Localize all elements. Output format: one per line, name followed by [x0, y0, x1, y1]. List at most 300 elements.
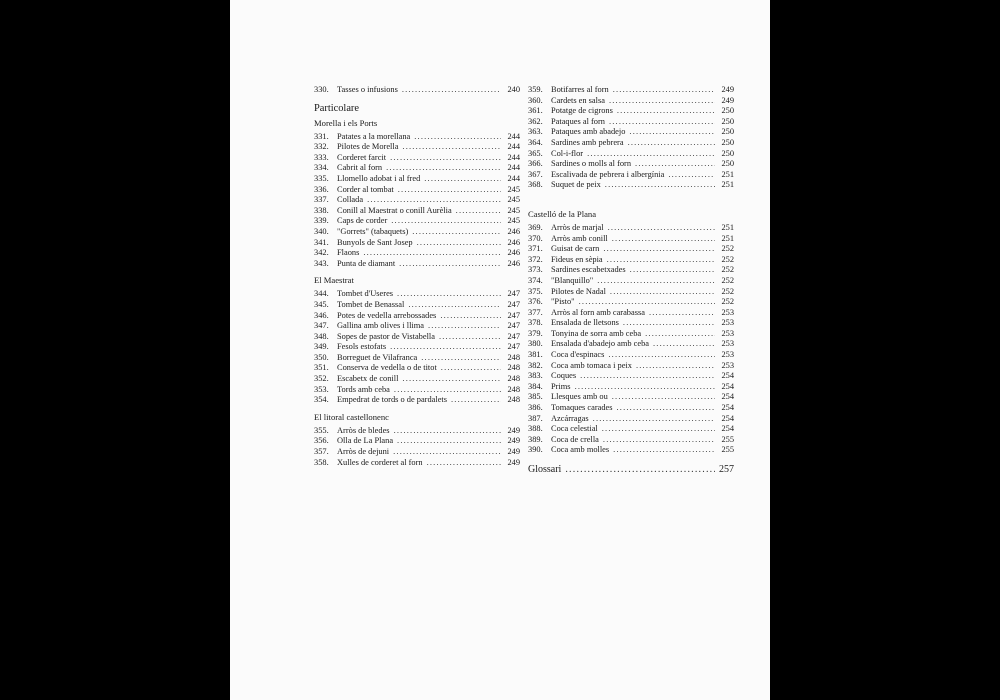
- dot-leader: [451, 395, 501, 406]
- entry-number: 381.: [528, 350, 543, 360]
- entry-page: 245: [507, 195, 520, 205]
- entry-title: Prims: [551, 381, 571, 391]
- entry-number: 345.: [314, 299, 329, 309]
- entry-page: 248: [507, 384, 520, 394]
- toc-entry: [314, 195, 520, 206]
- section-title: Particolare: [314, 102, 360, 114]
- toc-entry: [314, 85, 520, 96]
- entry-number: 375.: [528, 286, 543, 296]
- entry-number: 362.: [528, 116, 543, 126]
- entry-number: 353.: [314, 384, 329, 394]
- entry-title: Borreguet de Vilafranca: [337, 352, 418, 362]
- entry-page: 249: [507, 457, 520, 467]
- entry-number: 369.: [528, 222, 543, 232]
- entry-number: 363.: [528, 127, 543, 137]
- entry-page: 246: [507, 237, 520, 247]
- entry-number: 368.: [528, 180, 543, 190]
- dot-leader: [603, 435, 715, 446]
- toc-entry: [528, 318, 734, 329]
- dot-leader: [580, 371, 715, 382]
- dot-leader: [414, 132, 501, 143]
- entry-number: 337.: [314, 195, 329, 205]
- entry-page: 253: [721, 360, 734, 370]
- dot-leader: [593, 414, 715, 425]
- group-heading: El Maestrat: [314, 275, 354, 286]
- entry-title: Olla de La Plana: [337, 436, 394, 446]
- glossary-title: Glossari: [528, 464, 562, 475]
- entry-title: Tasses o infusions: [337, 85, 398, 94]
- toc-entry: [314, 363, 520, 374]
- left-groups: [314, 118, 520, 469]
- dot-leader: [605, 180, 715, 191]
- entry-page: 252: [721, 254, 734, 264]
- entry-page: 254: [721, 392, 734, 402]
- entry-page: 249: [507, 436, 520, 446]
- entry-number: 356.: [314, 436, 329, 446]
- toc-entry: [314, 385, 520, 396]
- entry-title: Xulles de corderet al forn: [337, 457, 423, 467]
- entry-title: Conserva de vedella o de titot: [337, 363, 437, 373]
- entry-title: Arròs de dejuni: [337, 447, 390, 457]
- entry-number: 335.: [314, 173, 329, 183]
- toc-entry: [314, 289, 520, 300]
- toc-entry: [314, 395, 520, 406]
- toc-entry: [528, 276, 734, 287]
- entry-number: 385.: [528, 392, 543, 402]
- toc-entry: [314, 174, 520, 185]
- entry-page: 254: [721, 371, 734, 381]
- entry-number: 349.: [314, 342, 329, 352]
- toc-entry: [528, 244, 734, 255]
- dot-leader: [398, 185, 501, 196]
- entry-page: 248: [507, 374, 520, 384]
- toc-entry: [314, 132, 520, 143]
- entry-number: 350.: [314, 352, 329, 362]
- entry-page: 251: [721, 233, 734, 243]
- entry-title: Sardines amb pebrera: [551, 137, 624, 147]
- dot-leader: [612, 392, 715, 403]
- entry-number: 333.: [314, 152, 329, 162]
- entry-title: Corder al tombat: [337, 184, 394, 194]
- toc-entry: [314, 206, 520, 217]
- entry-title: Coca amb molles: [551, 445, 610, 455]
- entry-number: 389.: [528, 434, 543, 444]
- dot-leader: [579, 297, 715, 308]
- entry-number: 388.: [528, 424, 543, 434]
- entry-number: 364.: [528, 137, 543, 147]
- entry-number: 330.: [314, 85, 329, 94]
- entry-page: 251: [721, 180, 734, 190]
- toc-entry: [528, 223, 734, 234]
- dot-leader: [390, 342, 501, 353]
- entry-number: 372.: [528, 254, 543, 264]
- entry-page: 247: [507, 331, 520, 341]
- entry-title: Coca d'espinacs: [551, 350, 605, 360]
- dot-leader: [617, 106, 715, 117]
- toc-entry: [314, 185, 520, 196]
- entry-number: 346.: [314, 310, 329, 320]
- toc-entry: [528, 424, 734, 435]
- entry-page: 252: [721, 244, 734, 254]
- entry-number: 383.: [528, 371, 543, 381]
- dot-leader: [363, 248, 501, 259]
- dot-leader: [649, 308, 715, 319]
- right-top-entries: [528, 85, 734, 191]
- dot-leader: [617, 403, 716, 414]
- entry-page: 249: [721, 85, 734, 94]
- entry-title: "Blanquillo": [551, 275, 594, 285]
- toc-entry: [314, 238, 520, 249]
- entry-number: 348.: [314, 331, 329, 341]
- entry-number: 338.: [314, 205, 329, 215]
- dot-leader: [610, 287, 715, 298]
- entry-page: 252: [721, 297, 734, 307]
- dot-leader: [630, 265, 715, 276]
- toc-entry: [314, 163, 520, 174]
- entry-title: Pilotes de Nadal: [551, 286, 606, 296]
- toc-entry: [528, 138, 734, 149]
- entry-title: Fesols estofats: [337, 342, 387, 352]
- dot-leader: [636, 361, 715, 372]
- entry-page: 252: [721, 286, 734, 296]
- entry-title: Coca amb tomaca i peix: [551, 360, 632, 370]
- entry-title: Potatge de cigrons: [551, 106, 613, 116]
- entry-title: Arròs de marjal: [551, 222, 604, 232]
- entry-page: 245: [507, 184, 520, 194]
- entry-page: 250: [721, 106, 734, 116]
- entry-page: 246: [507, 248, 520, 258]
- group-heading: El litoral castellonenc: [314, 411, 389, 422]
- dot-leader: [607, 255, 715, 266]
- entry-title: Coques: [551, 371, 577, 381]
- toc-entry: [314, 216, 520, 227]
- entry-page: 255: [721, 445, 734, 455]
- entry-title: Caps de corder: [337, 216, 388, 226]
- dot-leader: [390, 153, 501, 164]
- entry-title: Llomello adobat i al fred: [337, 173, 421, 183]
- entry-title: Guisat de carn: [551, 244, 600, 254]
- entry-title: Coca de crella: [551, 434, 599, 444]
- entry-title: Botifarres al forn: [551, 85, 609, 94]
- entry-number: 361.: [528, 106, 543, 116]
- toc-entry: [528, 96, 734, 107]
- toc-entry: [528, 127, 734, 138]
- entry-title: Sardines escabetxades: [551, 265, 626, 275]
- entry-page: 244: [507, 173, 520, 183]
- entry-page: 253: [721, 318, 734, 328]
- toc-entry: [528, 159, 734, 170]
- entry-page: 252: [721, 265, 734, 275]
- entry-title: Ensalada de lletsons: [551, 318, 619, 328]
- entry-title: Gallina amb olives i llima: [337, 321, 424, 331]
- entry-title: Suquet de peix: [551, 180, 601, 190]
- dot-leader: [412, 227, 501, 238]
- toc-entry: [528, 445, 734, 456]
- entry-page: 252: [721, 275, 734, 285]
- dot-leader: [653, 339, 715, 350]
- entry-title: Arròs al forn amb carabassa: [551, 307, 645, 317]
- toc-entry: [314, 153, 520, 164]
- dot-leader: [613, 445, 715, 456]
- dot-leader: [603, 244, 715, 255]
- toc-entry: [528, 371, 734, 382]
- dot-leader: [394, 385, 501, 396]
- entry-title: Coca celestial: [551, 424, 598, 434]
- entry-page: 250: [721, 159, 734, 169]
- toc-entry: [528, 414, 734, 425]
- entry-page: 246: [507, 226, 520, 236]
- entry-page: 246: [507, 258, 520, 268]
- entry-title: Bunyols de Sant Josep: [337, 237, 413, 247]
- entry-number: 352.: [314, 374, 329, 384]
- entry-title: Ensalada d'abadejo amb ceba: [551, 339, 650, 349]
- toc-entry: [528, 255, 734, 266]
- toc-entry: [314, 259, 520, 270]
- entry-title: "Gorrets" (tabaquets): [337, 226, 409, 236]
- toc-entry: [314, 353, 520, 364]
- dot-leader: [439, 332, 501, 343]
- entry-page: 253: [721, 339, 734, 349]
- entry-title: Azcárragas: [551, 413, 589, 423]
- entry-number: 390.: [528, 445, 543, 455]
- toc-entry: [528, 403, 734, 414]
- left-column: [314, 84, 520, 468]
- dot-leader: [397, 289, 501, 300]
- dot-leader: [645, 329, 715, 340]
- entry-page: 240: [507, 85, 520, 94]
- book-page: [230, 0, 770, 700]
- entry-title: Pilotes de Morella: [337, 142, 399, 152]
- entry-number: 376.: [528, 297, 543, 307]
- toc-entry: [528, 180, 734, 191]
- entry-number: 355.: [314, 425, 329, 435]
- dot-leader: [386, 163, 501, 174]
- entry-page: 254: [721, 413, 734, 423]
- entry-number: 387.: [528, 413, 543, 423]
- entry-title: Patates a la morellana: [337, 131, 411, 141]
- entry-title: "Pisto": [551, 297, 575, 307]
- toc-entry: [314, 342, 520, 353]
- entry-number: 334.: [314, 163, 329, 173]
- entry-number: 358.: [314, 457, 329, 467]
- entry-title: Potes de vedella arrebossades: [337, 310, 437, 320]
- entry-title: Tombet d'Useres: [337, 289, 394, 299]
- entry-number: 365.: [528, 148, 543, 158]
- entry-page: 248: [507, 352, 520, 362]
- dot-leader: [629, 127, 715, 138]
- toc-entry: [528, 339, 734, 350]
- entry-page: 244: [507, 152, 520, 162]
- entry-page: 253: [721, 328, 734, 338]
- toc-entry: [314, 311, 520, 322]
- entry-number: 377.: [528, 307, 543, 317]
- toc-entry: [528, 234, 734, 245]
- dot-leader: [440, 311, 501, 322]
- dot-leader: [402, 142, 501, 153]
- entry-page: 253: [721, 307, 734, 317]
- toc-entry: [528, 170, 734, 181]
- dot-leader: [427, 458, 501, 469]
- entry-number: 344.: [314, 289, 329, 299]
- entry-page: 250: [721, 127, 734, 137]
- entry-number: 359.: [528, 85, 543, 94]
- entry-number: 384.: [528, 381, 543, 391]
- toc-entry: [528, 287, 734, 298]
- dot-leader: [602, 424, 715, 435]
- toc-entry: [528, 149, 734, 160]
- entry-number: 347.: [314, 321, 329, 331]
- entry-page: 247: [507, 310, 520, 320]
- entry-page: 244: [507, 163, 520, 173]
- entry-page: 251: [721, 169, 734, 179]
- entry-page: 249: [507, 447, 520, 457]
- entry-number: 386.: [528, 403, 543, 413]
- dot-leader: [668, 170, 715, 181]
- entry-title: Collada: [337, 195, 364, 205]
- entry-page: 249: [721, 95, 734, 105]
- entry-number: 343.: [314, 258, 329, 268]
- dot-leader: [609, 96, 715, 107]
- entry-title: Tonyina de sorra amb ceba: [551, 328, 642, 338]
- dot-leader: [456, 206, 501, 217]
- dot-leader: [402, 374, 501, 385]
- dot-leader: [421, 353, 501, 364]
- entry-title: Col-i-flor: [551, 148, 584, 158]
- toc-entry: [314, 332, 520, 343]
- toc-entry: [528, 329, 734, 340]
- entry-page: 248: [507, 395, 520, 405]
- dot-leader: [597, 276, 715, 287]
- toc-entry: [528, 265, 734, 276]
- dot-leader: [402, 85, 501, 96]
- toc-entry: [528, 297, 734, 308]
- toc-entry: [528, 308, 734, 319]
- dot-leader: [608, 223, 715, 234]
- entry-number: 371.: [528, 244, 543, 254]
- entry-number: 373.: [528, 265, 543, 275]
- entry-number: 378.: [528, 318, 543, 328]
- entry-title: Flaons: [337, 248, 360, 258]
- group-heading: Morella i els Ports: [314, 117, 378, 128]
- dot-leader: [635, 159, 715, 170]
- entry-number: 332.: [314, 142, 329, 152]
- dot-leader: [397, 436, 501, 447]
- dot-leader: [393, 447, 501, 458]
- entry-page: 254: [721, 403, 734, 413]
- entry-number: 379.: [528, 328, 543, 338]
- entry-number: 331.: [314, 131, 329, 141]
- toc-entry: [528, 382, 734, 393]
- glossary-entry: [528, 464, 734, 476]
- entry-number: 367.: [528, 169, 543, 179]
- entry-page: 255: [721, 434, 734, 444]
- entry-number: 351.: [314, 363, 329, 373]
- entry-number: 360.: [528, 95, 543, 105]
- entry-title: Tombet de Benassal: [337, 299, 405, 309]
- entry-title: Cardets en salsa: [551, 95, 605, 105]
- entry-number: 374.: [528, 275, 543, 285]
- entry-page: 247: [507, 299, 520, 309]
- entry-page: 254: [721, 424, 734, 434]
- group-heading: Castelló de la Plana: [528, 208, 597, 219]
- entry-number: 342.: [314, 248, 329, 258]
- dot-leader: [391, 216, 501, 227]
- entry-page: 244: [507, 131, 520, 141]
- entry-page: 250: [721, 116, 734, 126]
- entry-title: Arròs de bledes: [337, 425, 390, 435]
- entry-title: Conill al Maestrat o conill Aurèlia: [337, 205, 452, 215]
- toc-entry: [314, 458, 520, 469]
- toc-entry: [314, 142, 520, 153]
- dot-leader: [408, 300, 501, 311]
- toc-entry: [314, 248, 520, 259]
- dot-leader: [609, 117, 715, 128]
- entry-number: 357.: [314, 447, 329, 457]
- entry-title: Tords amb ceba: [337, 384, 390, 394]
- toc-entry: [528, 117, 734, 128]
- dot-leader: [608, 350, 715, 361]
- toc-entry: [314, 300, 520, 311]
- entry-number: 366.: [528, 159, 543, 169]
- entry-page: 247: [507, 321, 520, 331]
- entry-title: Cabrit al forn: [337, 163, 383, 173]
- entry-page: 253: [721, 350, 734, 360]
- toc-entry: [314, 374, 520, 385]
- entry-title: Escabetx de conill: [337, 374, 399, 384]
- dot-leader: [394, 426, 501, 437]
- entry-title: Escalivada de pebrera i albergínia: [551, 169, 665, 179]
- toc-entry: [528, 435, 734, 446]
- spacer: [528, 191, 734, 203]
- dot-leader: [441, 363, 501, 374]
- entry-page: 247: [507, 289, 520, 299]
- toc-entry: [314, 321, 520, 332]
- dot-leader: [417, 238, 501, 249]
- toc-entry: [314, 426, 520, 437]
- dot-leader: [587, 149, 715, 160]
- entry-page: 248: [507, 363, 520, 373]
- entry-title: Fideus en sèpia: [551, 254, 603, 264]
- entry-page: 250: [721, 137, 734, 147]
- entry-number: 380.: [528, 339, 543, 349]
- entry-title: Pataques amb abadejo: [551, 127, 626, 137]
- entry-title: Sopes de pastor de Vistabella: [337, 331, 435, 341]
- dot-leader: [428, 321, 501, 332]
- entry-title: Tomaques carades: [551, 403, 613, 413]
- entry-page: 244: [507, 142, 520, 152]
- entry-page: 249: [507, 425, 520, 435]
- entry-number: 336.: [314, 184, 329, 194]
- dot-leader: [424, 174, 501, 185]
- right-group-entries: [528, 223, 734, 456]
- dot-leader: [565, 464, 715, 476]
- dot-leader: [613, 85, 715, 96]
- toc-entry: [314, 447, 520, 458]
- entry-number: 341.: [314, 237, 329, 247]
- entry-page: 247: [507, 342, 520, 352]
- entry-number: 354.: [314, 395, 329, 405]
- toc-entry: [314, 227, 520, 238]
- dot-leader: [575, 382, 715, 393]
- dot-leader: [623, 318, 715, 329]
- toc-entry: [528, 85, 734, 96]
- entry-number: 382.: [528, 360, 543, 370]
- dot-leader: [628, 138, 715, 149]
- entry-title: Corderet farcit: [337, 152, 387, 162]
- toc-entry: [528, 106, 734, 117]
- entry-page: 254: [721, 381, 734, 391]
- entry-page: 251: [721, 222, 734, 232]
